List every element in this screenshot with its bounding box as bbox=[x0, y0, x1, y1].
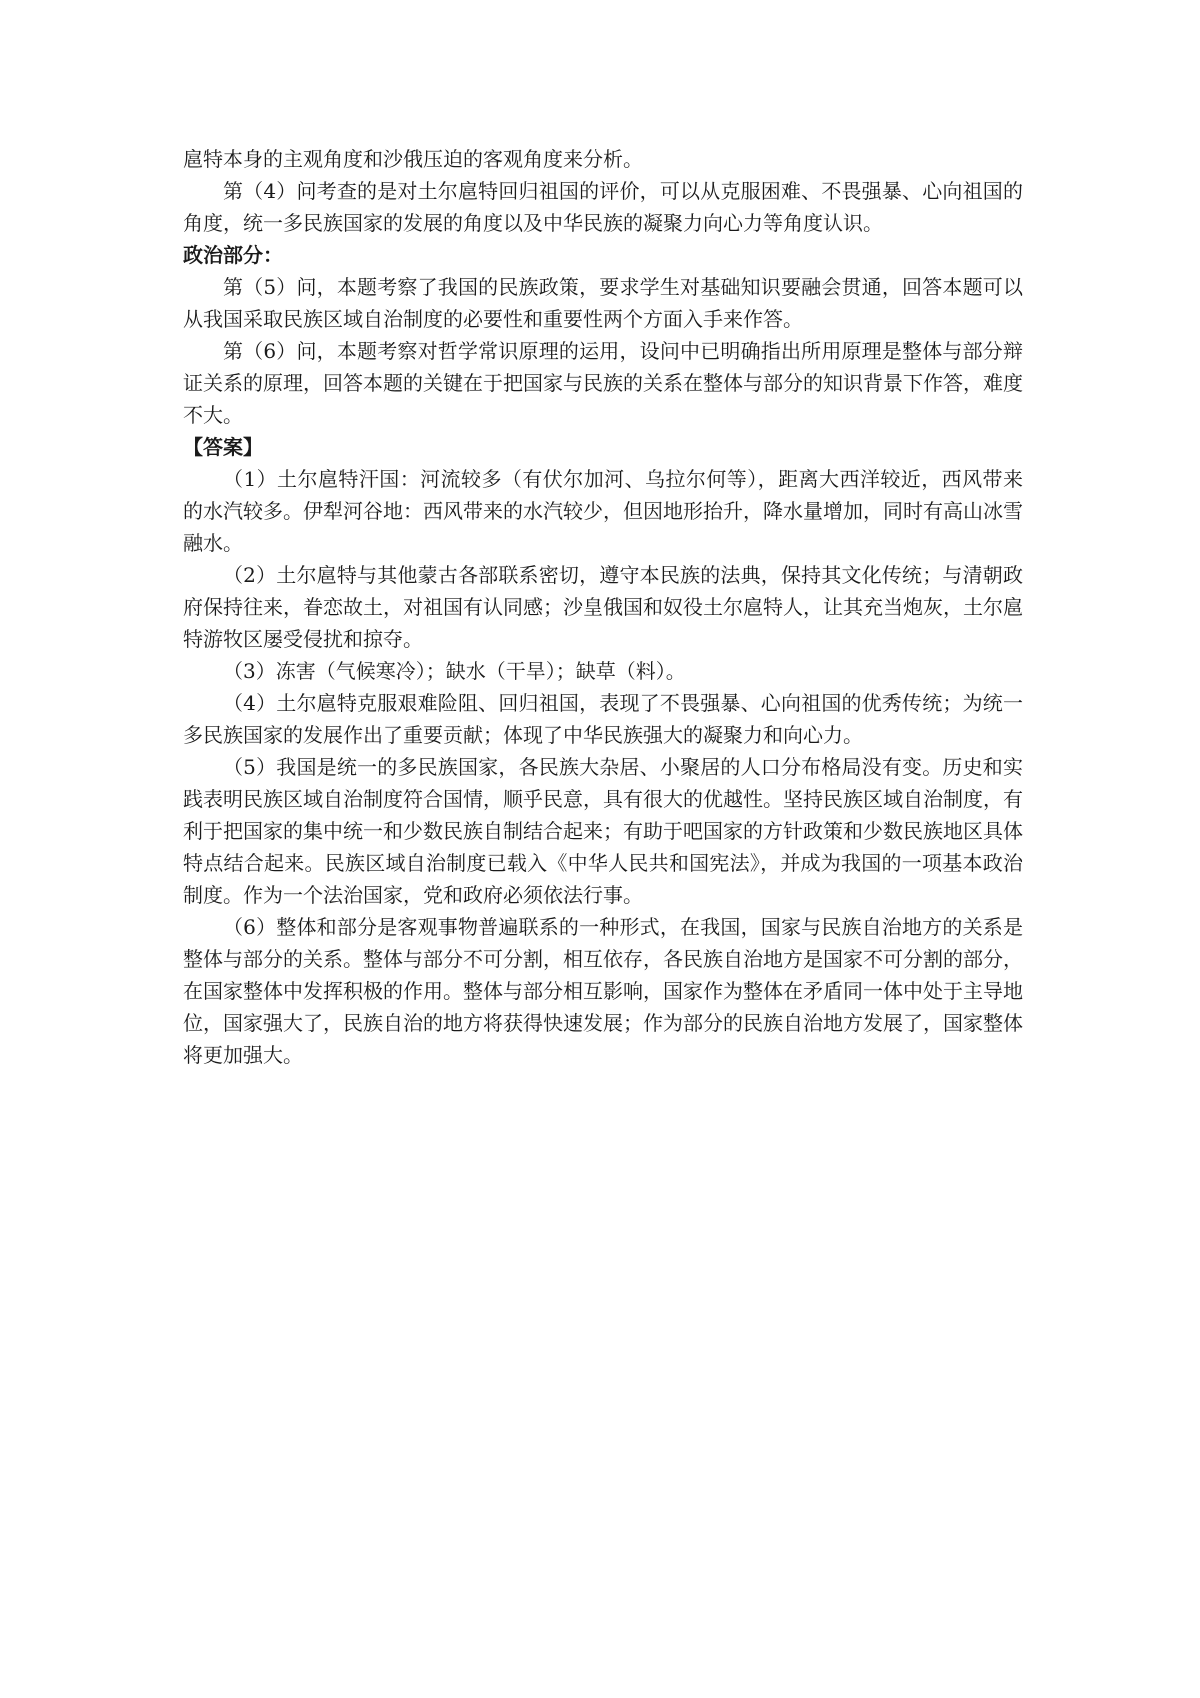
answer-heading: 【答案】 bbox=[183, 435, 263, 459]
answer-3: （3）冻害（气候寒冷）；缺水（干旱）；缺草（料）。 bbox=[223, 659, 686, 683]
intro-fragment: 扈特本身的主观角度和沙俄压迫的客观角度来分析。 bbox=[183, 147, 643, 171]
document-body bbox=[183, 143, 1023, 1071]
analysis-q5: 第（5）问，本题考察了我国的民族政策，要求学生对基础知识要融会贯通，回答本题可以从我国采取民族区域自治制度的必要性和重要性两个方面入手来作答。 bbox=[183, 275, 1023, 331]
answer-6: （6）整体和部分是客观事物普遍联系的一种形式，在我国，国家与民族自治地方的关系是整体与部分的关系。整体与部分不可分割，相互依存，各民族自治地方是国家不可分割的部分，在国家整体中发挥积极的作用。整体与部分相互影响，国家作为整体在矛盾同一体中处于主导地位，国家强大了，民族自治的地方将获得快速发展；作为部分的民族自治地方发展了，国家整体将更加强大。 bbox=[183, 915, 1023, 1067]
answer-1: （1）土尔扈特汗国：河流较多（有伏尔加河、乌拉尔何等），距离大西洋较近，西风带来的水汽较多。伊犁河谷地：西风带来的水汽较少，但因地形抬升，降水量增加，同时有高山冰雪融水。 bbox=[183, 467, 1023, 555]
analysis-q4: 第（4）问考查的是对土尔扈特回归祖国的评价，可以从克服困难、不畏强暴、心向祖国的角度，统一多民族国家的发展的角度以及中华民族的凝聚力向心力等角度认识。 bbox=[183, 179, 1023, 235]
answer-2: （2）土尔扈特与其他蒙古各部联系密切，遵守本民族的法典，保持其文化传统；与清朝政府保持往来，眷恋故土，对祖国有认同感；沙皇俄国和奴役土尔扈特人，让其充当炮灰，土尔扈特游牧区屡受侵扰和掠夺。 bbox=[183, 563, 1023, 651]
politics-heading: 政治部分： bbox=[183, 243, 283, 267]
answer-5: （5）我国是统一的多民族国家，各民族大杂居、小聚居的人口分布格局没有变。历史和实践表明民族区域自治制度符合国情，顺乎民意，具有很大的优越性。坚持民族区域自治制度，有利于把国家的集中统一和少数民族自制结合起来；有助于吧国家的方针政策和少数民族地区具体特点结合起来。民族区域自治制度已载入《中华人民共和国宪法》，并成为我国的一项基本政治制度。作为一个法治国家，党和政府必须依法行事。 bbox=[183, 755, 1023, 907]
answer-4: （4）土尔扈特克服艰难险阻、回归祖国，表现了不畏强暴、心向祖国的优秀传统；为统一多民族国家的发展作出了重要贡献；体现了中华民族强大的凝聚力和向心力。 bbox=[183, 691, 1023, 747]
analysis-q6: 第（6）问，本题考察对哲学常识原理的运用，设问中已明确指出所用原理是整体与部分辩证关系的原理，回答本题的关键在于把国家与民族的关系在整体与部分的知识背景下作答，难度不大。 bbox=[183, 339, 1023, 427]
